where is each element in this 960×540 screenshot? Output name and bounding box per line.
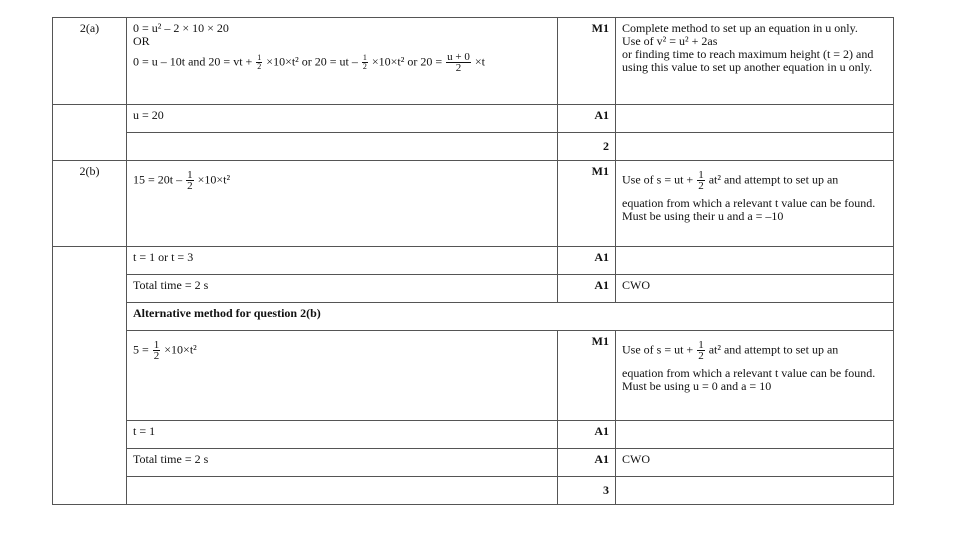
equation-part: 5 = bbox=[133, 342, 149, 357]
table-row bbox=[53, 303, 894, 331]
equation-part: 15 = 20t – bbox=[133, 172, 183, 187]
table-row bbox=[53, 18, 894, 105]
answer-cell bbox=[127, 18, 558, 105]
fraction: $\frac{1}{2}$ bbox=[153, 339, 160, 362]
guidance-cell: CWO bbox=[616, 275, 894, 303]
equation-part: ×10×t² or 20 = ut – bbox=[266, 54, 358, 69]
answer-cell: Total time = 2 s bbox=[127, 275, 558, 303]
guidance-cell: CWO bbox=[616, 449, 894, 477]
total-marks: 3 bbox=[558, 477, 616, 505]
mark-cell: A1 bbox=[558, 275, 616, 303]
guidance-text: Use of s = ut + bbox=[622, 172, 694, 187]
mark-cell: M1 bbox=[558, 331, 616, 421]
equation-part: ×10×t² bbox=[197, 172, 231, 187]
table-row bbox=[53, 105, 894, 133]
equation-line bbox=[133, 340, 551, 361]
guidance-cell: Complete method to set up an equation in u only. Use of v² = u² + 2as or finding time to reach maximum height (t = 2) and using this value to set up another equation in u only. bbox=[616, 18, 894, 105]
fraction: $\frac{1}{2}$ bbox=[698, 339, 704, 362]
answer-cell: t = 1 bbox=[127, 421, 558, 449]
mark-scheme-table bbox=[52, 17, 894, 505]
equation-part: ×10×t² or 20 = bbox=[371, 54, 443, 69]
table-row bbox=[53, 133, 894, 161]
mark-cell: A1 bbox=[558, 421, 616, 449]
equation-line bbox=[133, 170, 551, 191]
guidance-text: Use of s = ut + bbox=[622, 342, 694, 357]
table-row bbox=[53, 247, 894, 275]
question-label-2a: 2(a) bbox=[53, 18, 127, 105]
equation-line: 0 = u² – 2 × 10 × 20 bbox=[133, 21, 229, 35]
alternative-method-heading: Alternative method for question 2(b) bbox=[127, 303, 894, 331]
fraction: $\frac{1}{2}$ bbox=[362, 53, 367, 71]
table-row bbox=[53, 275, 894, 303]
table-row bbox=[53, 161, 894, 247]
guidance-cell bbox=[616, 331, 894, 421]
guidance-text: equation from which a relevant t value can be found. bbox=[622, 196, 876, 210]
mark-cell: A1 bbox=[558, 449, 616, 477]
equation-part: ×10×t² bbox=[164, 342, 197, 357]
equation-part: ×t bbox=[474, 54, 485, 69]
equation-part: 0 = u – 10t and 20 = vt + bbox=[133, 54, 253, 69]
table-row bbox=[53, 477, 894, 505]
guidance-cell bbox=[616, 161, 894, 247]
answer-cell: Total time = 2 s bbox=[127, 449, 558, 477]
answer-cell: t = 1 or t = 3 bbox=[127, 247, 558, 275]
table-row bbox=[53, 421, 894, 449]
answer-cell bbox=[127, 161, 558, 247]
equation-line bbox=[133, 52, 551, 73]
mark-cell: M1 bbox=[558, 18, 616, 105]
mark-cell: A1 bbox=[558, 105, 616, 133]
fraction: $\frac{u + 0}{2}$ bbox=[447, 51, 470, 74]
total-marks: 2 bbox=[558, 133, 616, 161]
guidance-text: equation from which a relevant t value can be found. bbox=[622, 366, 876, 380]
fraction: $\frac{1}{2}$ bbox=[187, 169, 193, 192]
guidance-text: at² and attempt to set up an bbox=[708, 172, 839, 187]
fraction: $\frac{1}{2}$ bbox=[257, 53, 262, 71]
question-label-2b: 2(b) bbox=[53, 161, 127, 247]
answer-cell: u = 20 bbox=[127, 105, 558, 133]
or-label: OR bbox=[133, 34, 150, 48]
guidance-text: Must be using their u and a = –10 bbox=[622, 209, 784, 223]
answer-cell bbox=[127, 331, 558, 421]
mark-cell: M1 bbox=[558, 161, 616, 247]
table-row bbox=[53, 449, 894, 477]
guidance-text: at² and attempt to set up an bbox=[708, 342, 839, 357]
mark-cell: A1 bbox=[558, 247, 616, 275]
guidance-text: Must be using u = 0 and a = 10 bbox=[622, 379, 772, 393]
fraction: $\frac{1}{2}$ bbox=[698, 169, 704, 192]
table-row bbox=[53, 331, 894, 421]
